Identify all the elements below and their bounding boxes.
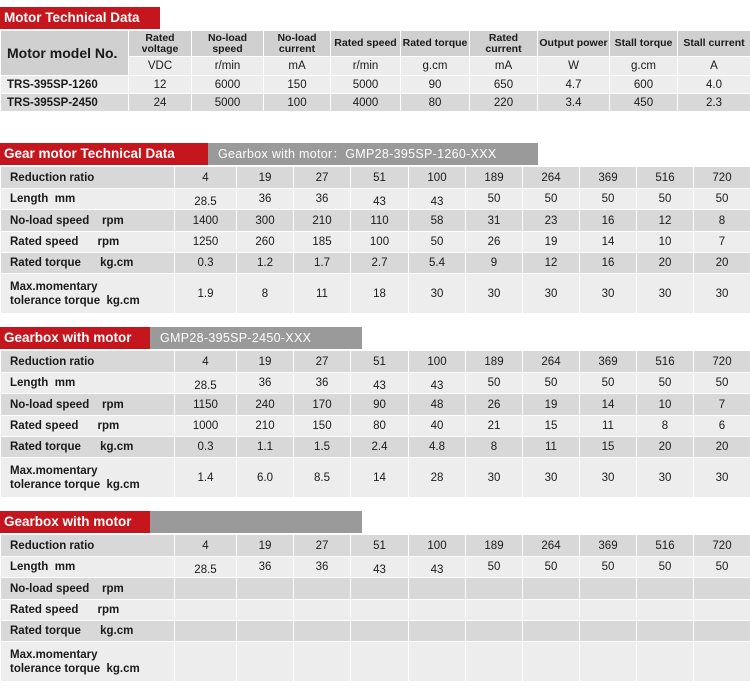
data-cell: 36 — [294, 189, 351, 210]
table-row — [1, 373, 750, 394]
data-cell: 19 — [523, 232, 580, 253]
data-cell: 650 — [470, 76, 538, 94]
data-cell: 27 — [294, 167, 351, 189]
row-label-line1: Max.momentary — [10, 648, 98, 661]
gear2-data-table — [0, 350, 750, 498]
row-label: No-load speed rpm — [1, 578, 175, 600]
data-cell — [409, 621, 466, 642]
data-cell: 50 — [523, 373, 580, 394]
data-cell: 5.4 — [409, 253, 466, 274]
data-cell — [237, 600, 294, 621]
data-cell: 50 — [466, 373, 523, 394]
data-cell: 30 — [466, 274, 523, 314]
unit-cell: VDC — [129, 57, 192, 76]
data-cell: 19 — [523, 394, 580, 416]
data-cell — [466, 578, 523, 600]
data-cell: 20 — [637, 437, 694, 458]
data-cell: 11 — [580, 416, 637, 437]
data-cell — [175, 189, 237, 210]
data-cell: 185 — [294, 232, 351, 253]
row-label — [1, 642, 175, 682]
data-cell: 1.2 — [237, 253, 294, 274]
data-cell — [175, 557, 237, 578]
table-row — [1, 621, 750, 642]
data-cell: 4.7 — [538, 76, 610, 94]
unit-cell: r/min — [192, 57, 264, 76]
row-label — [1, 274, 175, 314]
col-header-stall-current: Stall current — [678, 31, 750, 57]
data-cell: 36 — [237, 373, 294, 394]
data-cell: 1.5 — [294, 437, 351, 458]
data-cell: 260 — [237, 232, 294, 253]
data-cell: 51 — [351, 535, 409, 557]
col-header-rated-speed: Rated speed — [331, 31, 401, 57]
unit-cell: A — [678, 57, 750, 76]
data-cell: 5000 — [192, 94, 264, 112]
col-header-no-load-current: No-load current — [264, 31, 331, 57]
data-cell: 19 — [237, 351, 294, 373]
table-row — [1, 351, 750, 373]
gear3-model-bar — [150, 511, 362, 533]
data-cell — [466, 600, 523, 621]
data-cell: 50 — [637, 557, 694, 578]
data-cell: 8 — [637, 416, 694, 437]
data-cell — [175, 642, 237, 682]
data-cell: 516 — [637, 351, 694, 373]
data-cell — [351, 600, 409, 621]
data-cell: 1.1 — [237, 437, 294, 458]
data-cell: 50 — [523, 189, 580, 210]
data-cell: 9 — [466, 253, 523, 274]
data-cell — [523, 600, 580, 621]
data-cell: 10 — [637, 394, 694, 416]
data-cell: 720 — [694, 167, 750, 189]
table-row — [1, 167, 750, 189]
data-cell: 11 — [294, 274, 351, 314]
cell-value: 43 — [373, 564, 386, 576]
data-cell — [409, 600, 466, 621]
data-cell: 26 — [466, 394, 523, 416]
cell-value: 43 — [373, 196, 386, 208]
row-label: Length mm — [1, 373, 175, 394]
data-cell — [523, 578, 580, 600]
data-cell: 50 — [466, 189, 523, 210]
row-label: Reduction ratio — [1, 167, 175, 189]
row-label: Rated speed rpm — [1, 232, 175, 253]
data-cell: 50 — [637, 189, 694, 210]
motor-section-title: Motor Technical Data — [0, 7, 160, 29]
col-header-rated-torque: Rated torque — [401, 31, 470, 57]
data-cell: 6.0 — [237, 458, 294, 498]
data-cell: 189 — [466, 535, 523, 557]
data-cell: 51 — [351, 167, 409, 189]
data-cell: 28 — [409, 458, 466, 498]
table-row — [1, 253, 750, 274]
data-cell — [580, 642, 637, 682]
data-cell: 7 — [694, 232, 750, 253]
unit-cell: mA — [264, 57, 331, 76]
data-cell — [637, 621, 694, 642]
data-cell — [694, 578, 750, 600]
data-cell: 210 — [294, 210, 351, 232]
data-cell — [351, 578, 409, 600]
data-cell: 4.0 — [678, 76, 750, 94]
data-cell: 6 — [694, 416, 750, 437]
data-cell: 30 — [694, 274, 750, 314]
data-cell: 30 — [694, 458, 750, 498]
data-cell: 16 — [580, 253, 637, 274]
unit-cell: g.cm — [610, 57, 678, 76]
data-cell: 31 — [466, 210, 523, 232]
gear2-model-bar: GMP28-395SP-2450-XXX — [150, 327, 362, 349]
table-row — [1, 210, 750, 232]
row-label — [1, 458, 175, 498]
unit-cell: mA — [470, 57, 538, 76]
data-cell — [294, 600, 351, 621]
data-cell — [294, 578, 351, 600]
table-row — [1, 394, 750, 416]
gear2-section-title: Gearbox with motor — [0, 327, 150, 349]
data-cell: 18 — [351, 274, 409, 314]
data-cell: 36 — [294, 557, 351, 578]
model-name: TRS-395SP-1260 — [1, 76, 129, 94]
data-cell: 50 — [694, 373, 750, 394]
cell-value: 43 — [430, 196, 444, 208]
data-cell: 516 — [637, 167, 694, 189]
data-cell — [351, 373, 409, 394]
unit-cell: r/min — [331, 57, 401, 76]
data-cell: 8.5 — [294, 458, 351, 498]
data-cell: 50 — [694, 189, 750, 210]
row-label: Rated torque kg.cm — [1, 621, 175, 642]
data-cell: 19 — [237, 167, 294, 189]
data-cell: 1000 — [175, 416, 237, 437]
data-cell — [351, 557, 409, 578]
data-cell: 170 — [294, 394, 351, 416]
data-cell: 27 — [294, 351, 351, 373]
table-row — [1, 458, 750, 498]
data-cell — [523, 642, 580, 682]
data-cell: 3.4 — [538, 94, 610, 112]
data-cell: 16 — [580, 210, 637, 232]
cell-value: 28.5 — [194, 564, 217, 576]
data-cell: 2.4 — [351, 437, 409, 458]
data-cell — [351, 642, 409, 682]
row-label: Length mm — [1, 557, 175, 578]
table-row — [1, 416, 750, 437]
gear1-model-bar: Gearbox with motor：GMP28-395SP-1260-XXX — [208, 143, 538, 165]
data-cell: 264 — [523, 167, 580, 189]
row-label: No-load speed rpm — [1, 210, 175, 232]
data-cell: 36 — [237, 557, 294, 578]
data-cell: 12 — [637, 210, 694, 232]
cell-value: 43 — [373, 380, 386, 392]
data-cell: 30 — [637, 274, 694, 314]
data-cell: 1250 — [175, 232, 237, 253]
row-label: Rated speed rpm — [1, 600, 175, 621]
data-cell: 100 — [264, 94, 331, 112]
data-cell: 100 — [409, 167, 466, 189]
data-cell: 300 — [237, 210, 294, 232]
data-cell — [351, 621, 409, 642]
table-row — [1, 437, 750, 458]
data-cell: 20 — [694, 437, 750, 458]
data-cell — [294, 642, 351, 682]
data-cell: 720 — [694, 351, 750, 373]
data-cell: 14 — [580, 394, 637, 416]
table-row — [1, 189, 750, 210]
data-cell — [694, 642, 750, 682]
data-cell: 14 — [351, 458, 409, 498]
data-cell: 58 — [409, 210, 466, 232]
cell-value: 28.5 — [194, 380, 217, 392]
data-cell: 0.3 — [175, 253, 237, 274]
data-cell: 36 — [237, 189, 294, 210]
data-cell: 30 — [580, 458, 637, 498]
table-row — [1, 76, 750, 94]
data-cell — [580, 600, 637, 621]
data-cell: 1.7 — [294, 253, 351, 274]
data-cell — [694, 621, 750, 642]
data-cell: 100 — [351, 232, 409, 253]
data-cell: 4 — [175, 535, 237, 557]
data-cell — [409, 189, 466, 210]
data-cell: 40 — [409, 416, 466, 437]
data-cell: 4 — [175, 351, 237, 373]
data-cell — [523, 621, 580, 642]
data-cell: 516 — [637, 535, 694, 557]
data-cell: 6000 — [192, 76, 264, 94]
col-header-rated-voltage: Rated voltage — [129, 31, 192, 57]
gear1-section-title: Gear motor Technical Data — [0, 143, 208, 165]
table-row — [1, 578, 750, 600]
data-cell: 8 — [466, 437, 523, 458]
data-cell — [409, 557, 466, 578]
data-cell: 26 — [466, 232, 523, 253]
data-cell: 600 — [610, 76, 678, 94]
row-label-line1: Max.momentary — [10, 464, 98, 477]
row-label: Rated torque kg.cm — [1, 253, 175, 274]
data-cell: 210 — [237, 416, 294, 437]
data-cell — [409, 373, 466, 394]
data-cell: 7 — [694, 394, 750, 416]
data-cell: 4000 — [331, 94, 401, 112]
data-cell: 50 — [523, 557, 580, 578]
data-cell: 4 — [175, 167, 237, 189]
data-cell: 100 — [409, 535, 466, 557]
data-cell: 8 — [237, 274, 294, 314]
data-cell: 240 — [237, 394, 294, 416]
unit-cell: g.cm — [401, 57, 470, 76]
table-row — [1, 600, 750, 621]
data-cell — [237, 578, 294, 600]
data-cell: 150 — [294, 416, 351, 437]
col-header-output-power: Output power — [538, 31, 610, 57]
row-label-line2: tolerance torque kg.cm — [10, 478, 140, 491]
data-cell — [694, 600, 750, 621]
data-cell: 51 — [351, 351, 409, 373]
data-cell: 36 — [294, 373, 351, 394]
cell-value: 28.5 — [194, 196, 217, 208]
row-label: No-load speed rpm — [1, 394, 175, 416]
data-cell: 450 — [610, 94, 678, 112]
data-cell: 1.4 — [175, 458, 237, 498]
data-cell: 5000 — [331, 76, 401, 94]
data-cell: 23 — [523, 210, 580, 232]
data-cell: 2.7 — [351, 253, 409, 274]
data-cell: 220 — [470, 94, 538, 112]
data-cell: 110 — [351, 210, 409, 232]
data-cell: 2.3 — [678, 94, 750, 112]
row-label: Reduction ratio — [1, 535, 175, 557]
col-header-no-load-speed: No-load speed — [192, 31, 264, 57]
data-cell: 369 — [580, 351, 637, 373]
data-cell: 90 — [351, 394, 409, 416]
row-label-line2: tolerance torque kg.cm — [10, 294, 140, 307]
data-cell: 24 — [129, 94, 192, 112]
data-cell: 11 — [523, 437, 580, 458]
data-cell — [175, 621, 237, 642]
data-cell: 264 — [523, 351, 580, 373]
data-cell: 80 — [351, 416, 409, 437]
row-label-line2: tolerance torque kg.cm — [10, 662, 140, 675]
table-row — [1, 94, 750, 112]
data-cell — [237, 642, 294, 682]
data-cell: 50 — [694, 557, 750, 578]
data-cell: 189 — [466, 351, 523, 373]
col-header-stall-torque: Stall torque — [610, 31, 678, 57]
data-cell: 30 — [466, 458, 523, 498]
data-cell: 4.8 — [409, 437, 466, 458]
data-cell: 50 — [637, 373, 694, 394]
data-cell: 30 — [637, 458, 694, 498]
data-cell — [175, 600, 237, 621]
unit-cell: W — [538, 57, 610, 76]
data-cell — [409, 642, 466, 682]
model-column-header: Motor model No. — [1, 31, 129, 76]
data-cell — [351, 189, 409, 210]
data-cell: 27 — [294, 535, 351, 557]
data-cell: 10 — [637, 232, 694, 253]
data-cell — [580, 578, 637, 600]
row-label: Length mm — [1, 189, 175, 210]
data-cell — [237, 621, 294, 642]
data-cell — [637, 642, 694, 682]
data-cell — [637, 600, 694, 621]
data-cell: 8 — [694, 210, 750, 232]
data-cell: 150 — [264, 76, 331, 94]
data-cell: 50 — [580, 373, 637, 394]
data-cell — [466, 642, 523, 682]
data-cell: 50 — [580, 189, 637, 210]
data-cell: 100 — [409, 351, 466, 373]
data-cell: 30 — [580, 274, 637, 314]
table-row — [1, 535, 750, 557]
data-cell: 15 — [580, 437, 637, 458]
data-cell: 50 — [466, 557, 523, 578]
data-cell: 369 — [580, 167, 637, 189]
row-label: Rated torque kg.cm — [1, 437, 175, 458]
row-label: Reduction ratio — [1, 351, 175, 373]
data-cell: 1150 — [175, 394, 237, 416]
data-cell: 19 — [237, 535, 294, 557]
gear3-section-title: Gearbox with motor — [0, 511, 150, 533]
row-label: Rated speed rpm — [1, 416, 175, 437]
data-cell: 30 — [523, 458, 580, 498]
motor-data-table — [0, 30, 750, 112]
data-cell — [175, 373, 237, 394]
data-cell: 264 — [523, 535, 580, 557]
data-cell: 21 — [466, 416, 523, 437]
data-cell: 0.3 — [175, 437, 237, 458]
data-cell: 1400 — [175, 210, 237, 232]
col-header-rated-current: Rated current — [470, 31, 538, 57]
data-cell: 50 — [409, 232, 466, 253]
cell-value: 43 — [430, 564, 444, 576]
table-row — [1, 557, 750, 578]
data-cell — [637, 578, 694, 600]
table-row — [1, 274, 750, 314]
data-cell: 50 — [580, 557, 637, 578]
data-cell: 12 — [523, 253, 580, 274]
data-cell: 48 — [409, 394, 466, 416]
data-cell: 369 — [580, 535, 637, 557]
data-cell: 80 — [401, 94, 470, 112]
data-cell — [294, 621, 351, 642]
data-cell: 720 — [694, 535, 750, 557]
data-cell: 30 — [409, 274, 466, 314]
gear3-data-table — [0, 534, 750, 682]
data-cell: 30 — [523, 274, 580, 314]
cell-value: 43 — [430, 380, 444, 392]
model-name: TRS-395SP-2450 — [1, 94, 129, 112]
data-cell: 189 — [466, 167, 523, 189]
data-cell — [580, 621, 637, 642]
table-row — [1, 642, 750, 682]
table-row — [1, 232, 750, 253]
data-cell: 20 — [637, 253, 694, 274]
data-cell: 15 — [523, 416, 580, 437]
data-cell: 12 — [129, 76, 192, 94]
row-label-line1: Max.momentary — [10, 280, 98, 293]
data-cell: 14 — [580, 232, 637, 253]
data-cell: 20 — [694, 253, 750, 274]
data-cell — [175, 578, 237, 600]
data-cell — [409, 578, 466, 600]
gear1-data-table — [0, 166, 750, 314]
data-cell: 90 — [401, 76, 470, 94]
data-cell: 1.9 — [175, 274, 237, 314]
data-cell — [466, 621, 523, 642]
